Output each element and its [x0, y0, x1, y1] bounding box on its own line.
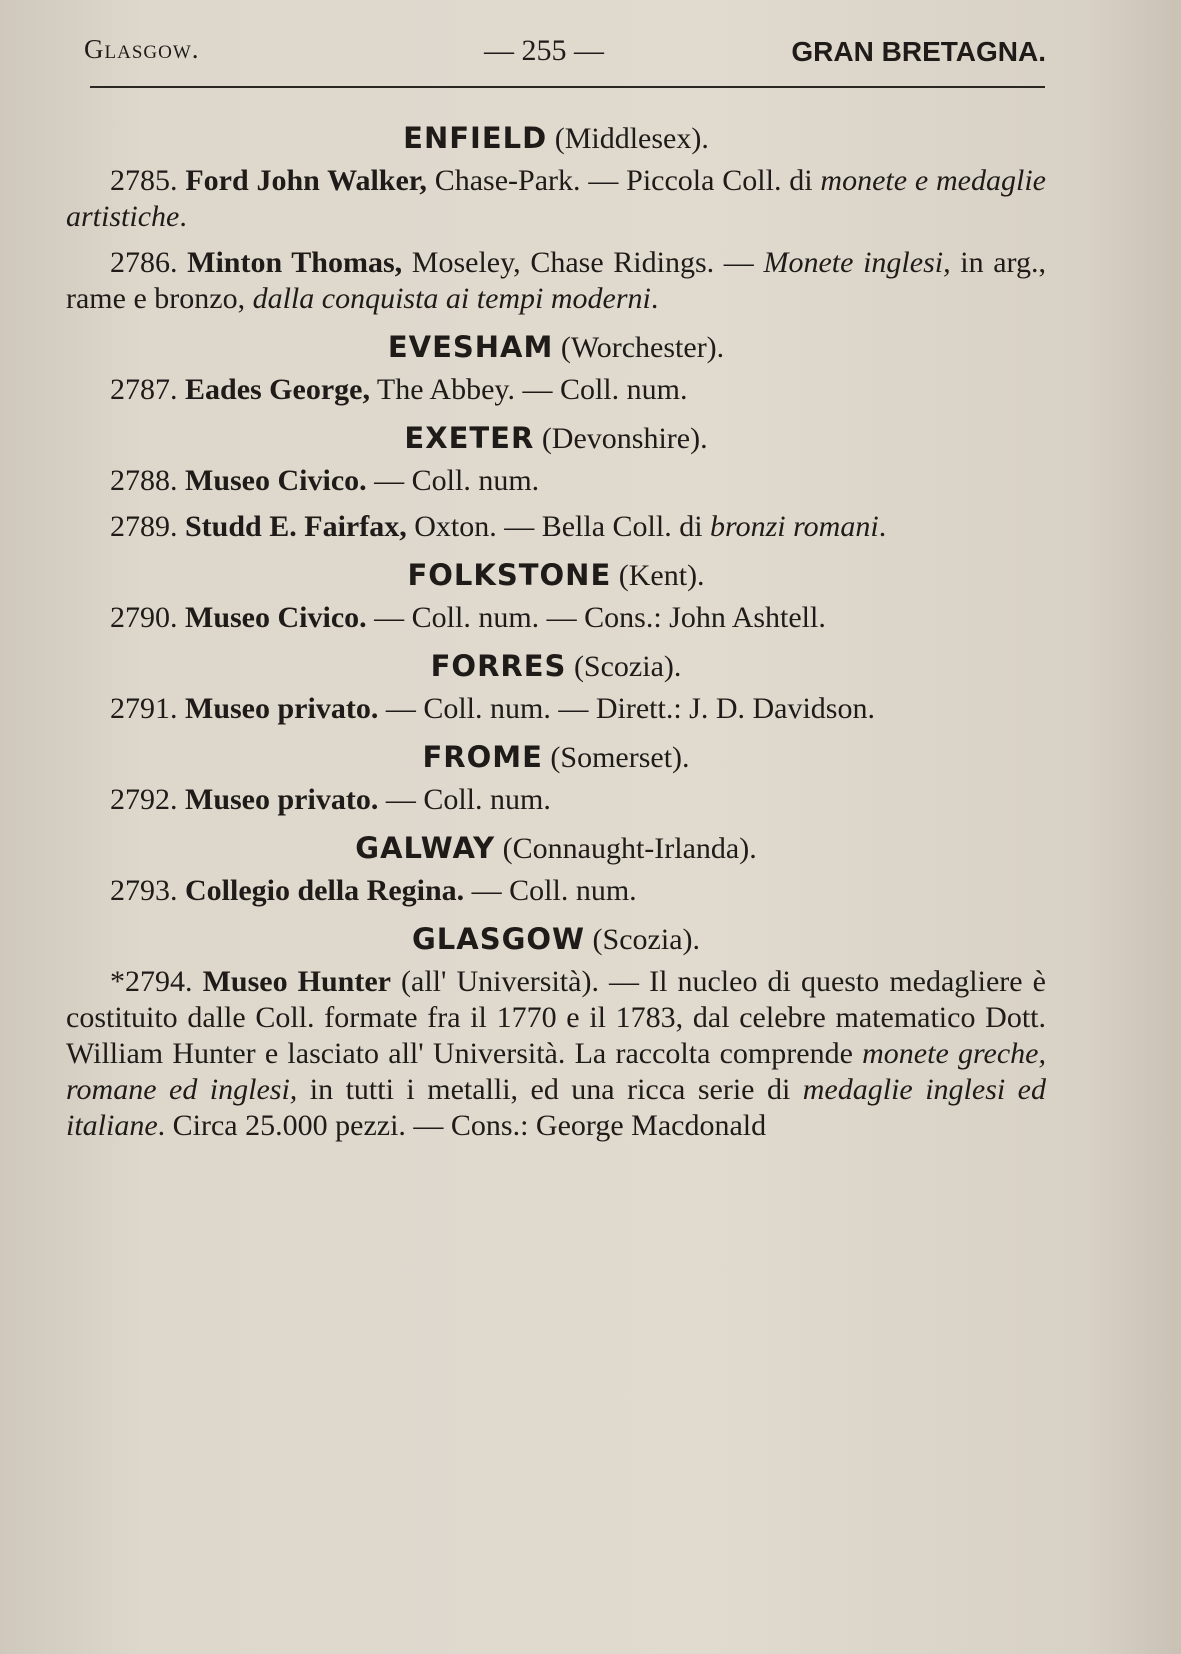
entry-number: 2792.: [110, 783, 178, 816]
entry: [66, 873, 1046, 909]
entry-text: — Coll. num.: [378, 783, 551, 816]
entry-tail-2: . Circa 25.000 pezzi. — Cons.: George Macdonald: [157, 1109, 767, 1142]
entry-text: (all' Università). — Il nucleo di questo medagliere è costituito dalle Coll. formate fra il 1770 e il 1783, dal celebre matematico Dott. William Hunter e lasciato all' Università. La raccolta comprende: [66, 965, 1046, 1070]
entry-italic: monete e medaglie artistiche: [66, 164, 1046, 233]
entry-tail: .: [878, 510, 887, 543]
entry: [66, 163, 1046, 235]
entry-name: Museo Civico.: [185, 601, 367, 634]
entry-text: Moseley, Chase Ridings. —: [402, 246, 764, 279]
entry-italic: monete greche, romane ed inglesi,: [66, 1037, 1046, 1106]
entry-number: 2788.: [110, 464, 178, 497]
entry-name: Minton Thomas,: [187, 246, 403, 279]
place-name: FOLKSTONE: [407, 558, 612, 592]
place-name: FROME: [422, 740, 543, 774]
entry-name: Collegio della Regina.: [185, 874, 465, 907]
entry-tail-2: .: [650, 282, 659, 315]
place-heading: [66, 557, 1046, 594]
place-name: GLASGOW: [411, 922, 586, 956]
entry-number: 2787.: [110, 373, 178, 406]
entry-italic: bronzi romani: [710, 510, 879, 543]
section-title: GRAN BRETAGNA.: [791, 36, 1046, 67]
entry: [66, 245, 1046, 317]
place-heading: [66, 420, 1046, 457]
entry-name: Ford John Walker,: [185, 164, 427, 197]
entry: [66, 509, 1046, 545]
entry-name: Museo Hunter: [202, 965, 391, 998]
entry-name: Studd E. Fairfax,: [185, 510, 407, 543]
place-region: (Devonshire).: [541, 422, 708, 455]
place-heading: [66, 120, 1046, 157]
entry: [66, 782, 1046, 818]
place-heading: [66, 648, 1046, 685]
entry: [66, 600, 1046, 636]
place-region: (Worchester).: [560, 331, 725, 364]
entry-text: — Coll. num. — Dirett.: J. D. Davidson.: [378, 692, 875, 725]
place-region: (Scozia).: [573, 650, 682, 683]
place-name: EVESHAM: [387, 330, 554, 364]
place-region: (Connaught-Irlanda).: [502, 832, 757, 865]
entry-italic: Monete inglesi,: [763, 246, 951, 279]
entry-number: 2793.: [110, 874, 178, 907]
entry-name: Eades George,: [185, 373, 370, 406]
entry-tail: in arg., rame e bronzo,: [66, 246, 1046, 315]
place-name: GALWAY: [355, 831, 496, 865]
entry-name: Museo privato.: [185, 783, 379, 816]
page-number: — 255 —: [484, 34, 604, 67]
entry-tail: .: [179, 200, 187, 233]
entry-number: 2790.: [110, 601, 178, 634]
entry-text: — Coll. num.: [366, 464, 540, 497]
entry-number: 2785.: [110, 164, 178, 197]
entry-number: 2791.: [110, 692, 178, 725]
entry-italic-2: medaglie inglesi ed italiane: [66, 1073, 1046, 1142]
place-name: ENFIELD: [403, 121, 548, 155]
place-name: EXETER: [404, 421, 535, 455]
page-header: [84, 30, 1046, 74]
place-region: (Somerset).: [550, 741, 690, 774]
running-head: Glasgow.: [84, 34, 200, 64]
place-heading: [66, 739, 1046, 776]
entry-number: *2794.: [110, 965, 193, 998]
entry-text: Oxton. — Bella Coll. di: [406, 510, 711, 543]
entry: [66, 964, 1046, 1144]
entry-text: Chase-Park. — Piccola Coll. di: [426, 164, 821, 197]
entry: [66, 463, 1046, 499]
entry-number: 2789.: [110, 510, 178, 543]
place-heading: [66, 921, 1046, 958]
entry-tail: in tutti i metalli, ed una ricca serie di: [297, 1073, 803, 1106]
place-region: (Kent).: [618, 559, 705, 592]
place-region: (Middlesex).: [554, 122, 709, 155]
page-body: [66, 108, 1046, 1154]
place-name: FORRES: [430, 649, 567, 683]
entry-italic-2: dalla conquista ai tempi moderni: [252, 282, 651, 315]
header-rule: [90, 86, 1045, 88]
entry: [66, 691, 1046, 727]
entry-text: — Coll. num.: [464, 874, 637, 907]
entry-name: Museo privato.: [185, 692, 379, 725]
entry-name: Museo Civico.: [185, 464, 367, 497]
entry: [66, 372, 1046, 408]
place-heading: [66, 329, 1046, 366]
entry-text: The Abbey. — Coll. num.: [369, 373, 688, 406]
entry-number: 2786.: [110, 246, 178, 279]
place-region: (Scozia).: [592, 923, 700, 956]
place-heading: [66, 830, 1046, 867]
entry-text: — Coll. num. — Cons.: John Ashtell.: [366, 601, 826, 634]
